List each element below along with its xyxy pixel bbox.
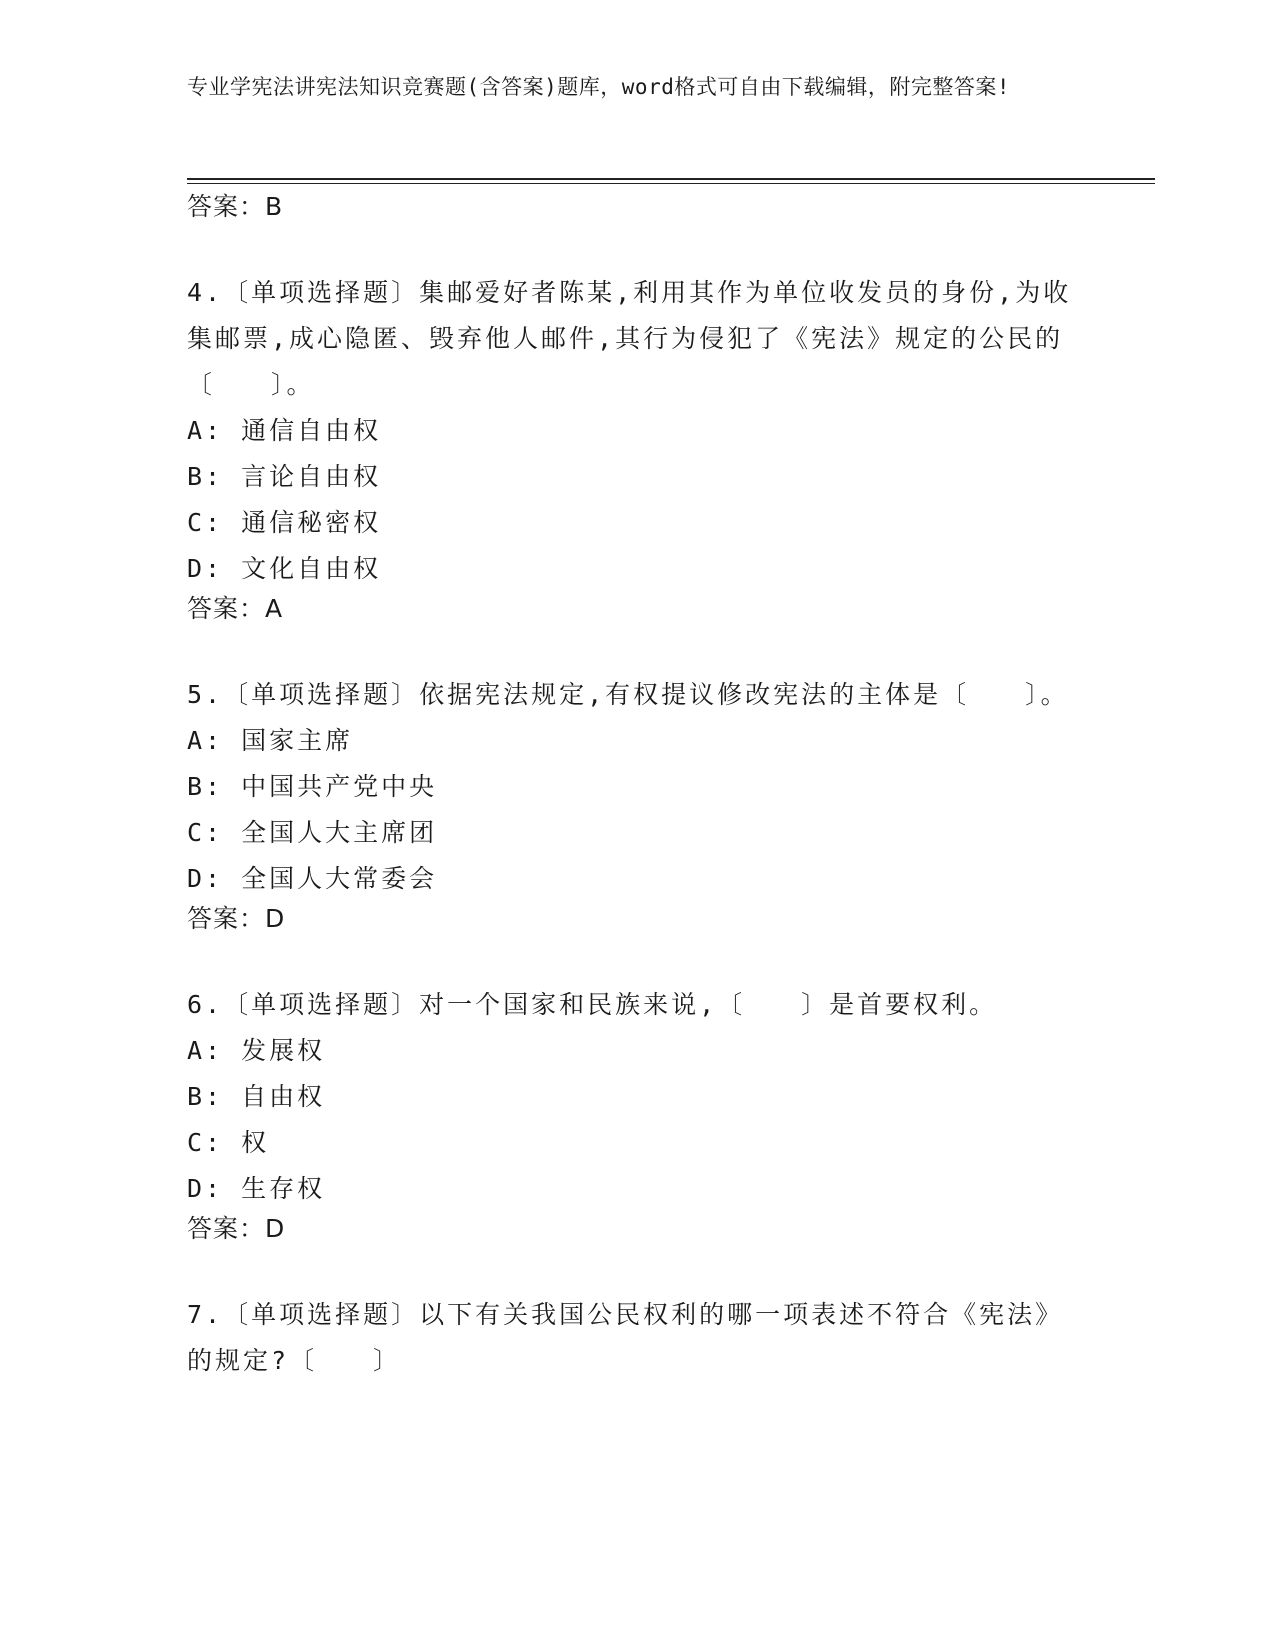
option-b: B: 中国共产党中央 [187, 772, 438, 801]
spacer [187, 626, 1077, 672]
question-text: 4.〔单项选择题〕集邮爱好者陈某,利用其作为单位收发员的身份,为收集邮票,成心隐匿、毁弃他人邮件,其行为侵犯了《宪法》规定的公民的〔 〕。 [187, 278, 1072, 399]
header-note: 专业学宪法讲宪法知识竞赛题(含答案)题库，word格式可自由下载编辑，附完整答案! [187, 75, 1010, 99]
header-rule-thin [187, 183, 1155, 184]
header-rule [187, 178, 1155, 180]
spacer [187, 224, 1077, 270]
question-answer: 答案：A [187, 594, 284, 623]
option-b: B: 自由权 [187, 1082, 326, 1111]
question-answer: 答案：D [187, 1214, 286, 1243]
option-c: C: 权 [187, 1128, 270, 1157]
question-7 [187, 1292, 1077, 1384]
option-b: B: 言论自由权 [187, 462, 382, 491]
option-c: C: 通信秘密权 [187, 508, 382, 537]
question-text: 6.〔单项选择题〕对一个国家和民族来说,〔 〕是首要权利。 [187, 990, 998, 1019]
question-4 [187, 270, 1077, 626]
option-c: C: 全国人大主席团 [187, 818, 438, 847]
option-a: A: 通信自由权 [187, 416, 382, 445]
question-6 [187, 982, 1077, 1246]
option-d: D: 全国人大常委会 [187, 864, 438, 893]
question-5 [187, 672, 1077, 936]
question-text: 5.〔单项选择题〕依据宪法规定,有权提议修改宪法的主体是〔 〕。 [187, 680, 1069, 709]
question-answer: 答案：D [187, 904, 286, 933]
spacer [187, 1246, 1077, 1292]
previous-answer: 答案：B [187, 192, 284, 221]
question-text: 7.〔单项选择题〕以下有关我国公民权利的哪一项表述不符合《宪法》的规定?〔 〕 [187, 1300, 1064, 1375]
spacer [187, 936, 1077, 982]
option-d: D: 文化自由权 [187, 554, 382, 583]
option-a: A: 国家主席 [187, 726, 354, 755]
option-d: D: 生存权 [187, 1174, 326, 1203]
question-list [187, 190, 1077, 1384]
option-a: A: 发展权 [187, 1036, 326, 1065]
